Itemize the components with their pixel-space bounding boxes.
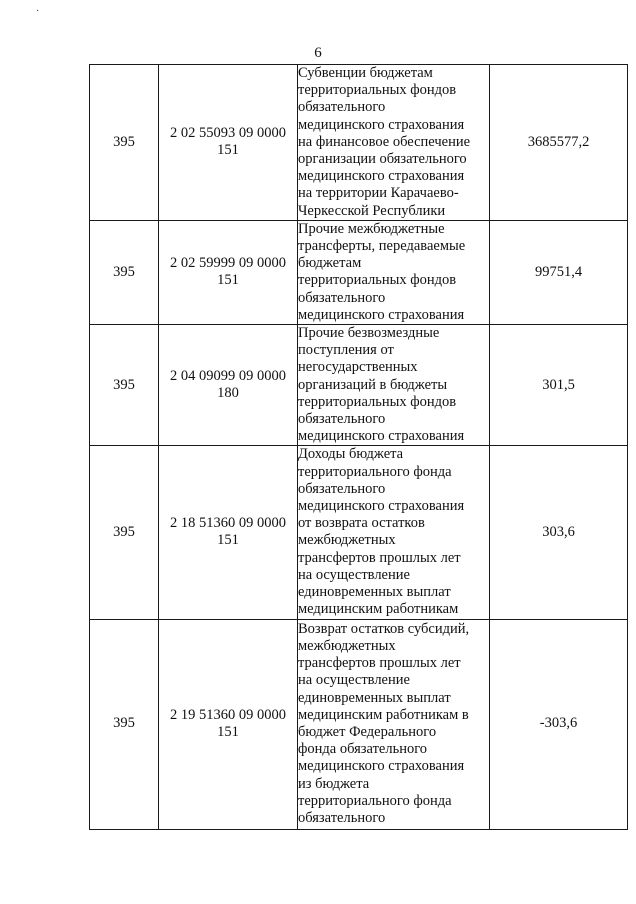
description-line: из бюджета: [298, 775, 370, 792]
kbk-code-line: 2 18 51360 09 0000: [170, 515, 286, 532]
kbk-code-line: 2 04 09099 09 0000: [170, 368, 286, 385]
description-line: территориальных фондов: [298, 272, 457, 289]
description-line: медицинского страхования: [298, 428, 465, 445]
kbk-code-cell: [159, 325, 298, 446]
description-line: трансферты, передаваемые: [298, 238, 466, 255]
description-cell: [298, 325, 490, 446]
description-cell: [298, 220, 490, 324]
description-cell: [298, 446, 490, 619]
description-line: единовременных выплат: [298, 584, 451, 601]
description-line: Субвенции бюджетам: [298, 65, 433, 81]
description-cell: [298, 619, 490, 829]
description-line: Доходы бюджета: [298, 446, 404, 463]
description-line: территориальных фондов: [298, 393, 457, 410]
kbk-code-line: 2 02 59999 09 0000: [170, 255, 286, 272]
description-line: Черкесской Республики: [298, 202, 446, 219]
kbk-code-cell: [159, 220, 298, 324]
description-line: на осуществление: [298, 672, 410, 689]
description-line: медицинским работникам в: [298, 706, 469, 723]
description-line: от возврата остатков: [298, 515, 425, 532]
description-line: медицинского страхования: [298, 168, 465, 185]
description-line: бюджет Федерального: [298, 724, 437, 740]
admin-code-cell: 395: [90, 325, 159, 446]
description-line: поступления от: [298, 342, 394, 359]
kbk-code-line: 151: [217, 724, 239, 740]
kbk-code-line: 151: [217, 532, 239, 549]
amount-cell: 99751,4: [490, 220, 628, 324]
description-line: Прочие межбюджетные: [298, 220, 445, 237]
kbk-code-cell: [159, 619, 298, 829]
description-line: обязательного: [298, 810, 386, 827]
description-line: на финансовое обеспечение: [298, 133, 471, 150]
kbk-code-line: 151: [217, 142, 239, 159]
scan-speck: ·: [36, 6, 40, 17]
description-line: медицинского страхования: [298, 498, 465, 515]
description-line: медицинским работникам: [298, 601, 459, 618]
description-line: межбюджетных: [298, 637, 396, 654]
amount-cell: 301,5: [490, 325, 628, 446]
revenue-table: [89, 64, 628, 830]
description-cell: [298, 65, 490, 221]
description-line: Возврат остатков субсидий,: [298, 620, 470, 637]
description-line: организаций в бюджеты: [298, 376, 448, 393]
admin-code-cell: 395: [90, 619, 159, 829]
description-line: медицинского страхования: [298, 758, 465, 775]
description-line: территориального фонда: [298, 792, 452, 809]
kbk-code-line: 180: [217, 385, 239, 402]
amount-cell: 303,6: [490, 446, 628, 619]
amount-cell: -303,6: [490, 619, 628, 829]
description-line: трансфертов прошлых лет: [298, 655, 461, 672]
description-line: единовременных выплат: [298, 689, 451, 706]
kbk-code-cell: [159, 446, 298, 619]
kbk-code-line: 2 02 55093 09 0000: [170, 125, 286, 142]
description-line: на осуществление: [298, 566, 410, 583]
description-line: на территории Карачаево-: [298, 185, 459, 202]
description-line: обязательного: [298, 99, 386, 116]
admin-code-cell: 395: [90, 220, 159, 324]
description-line: медицинского страхования: [298, 306, 465, 323]
description-line: обязательного: [298, 289, 386, 306]
table-row: [90, 65, 628, 221]
description-line: межбюджетных: [298, 532, 396, 549]
kbk-code-cell: [159, 65, 298, 221]
description-line: трансфертов прошлых лет: [298, 549, 461, 566]
description-line: негосударственных: [298, 359, 418, 376]
table-row: [90, 619, 628, 829]
page-number: 6: [314, 45, 322, 61]
amount-cell: 3685577,2: [490, 65, 628, 221]
description-line: обязательного: [298, 411, 386, 428]
table-row: [90, 446, 628, 619]
kbk-code-line: 2 19 51360 09 0000: [170, 706, 286, 723]
admin-code-cell: 395: [90, 446, 159, 619]
description-line: организации обязательного: [298, 151, 467, 168]
description-line: территориальных фондов: [298, 82, 457, 99]
description-line: обязательного: [298, 480, 386, 497]
table-row: [90, 220, 628, 324]
description-line: фонда обязательного: [298, 741, 428, 758]
admin-code-cell: 395: [90, 65, 159, 221]
description-line: Прочие безвозмездные: [298, 325, 440, 342]
table-row: [90, 325, 628, 446]
description-line: бюджетам: [298, 255, 362, 272]
description-line: медицинского страхования: [298, 116, 465, 133]
kbk-code-line: 151: [217, 272, 239, 289]
description-line: территориального фонда: [298, 463, 452, 480]
